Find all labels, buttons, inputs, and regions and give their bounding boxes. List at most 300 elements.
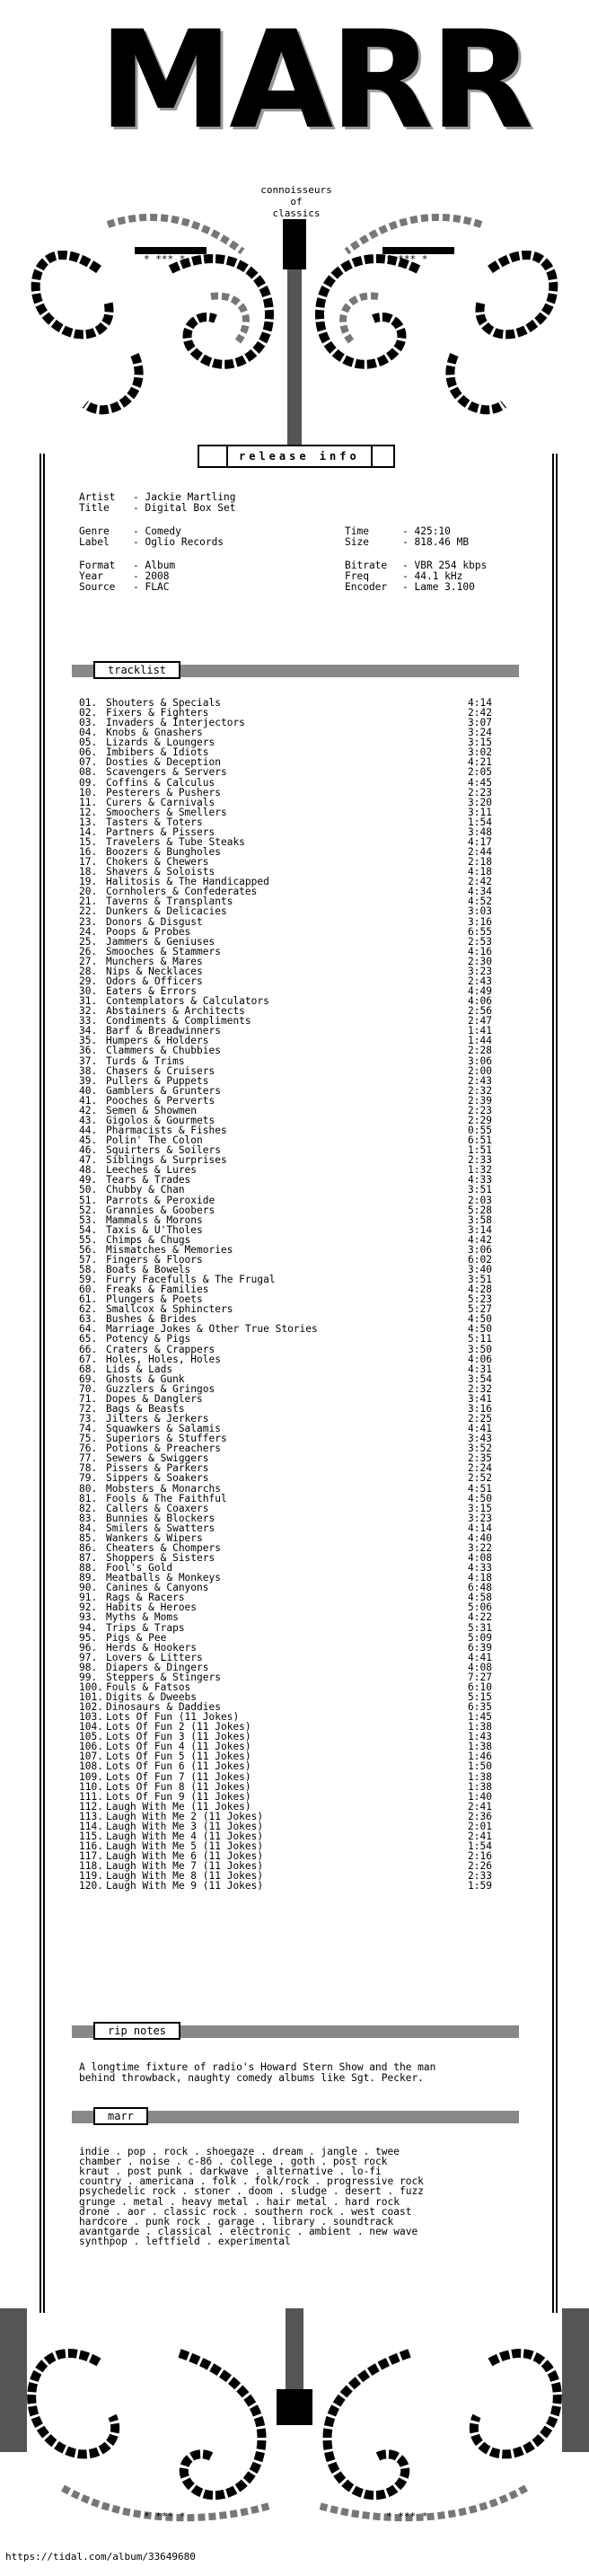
release-info-header (198, 445, 395, 468)
track-number: 75. (79, 1433, 98, 1445)
track-number: 53. (79, 1213, 98, 1226)
track-number: 112. (79, 1800, 103, 1813)
track-duration: 2:26 (468, 1860, 492, 1873)
track-duration: 4:51 (468, 1482, 492, 1495)
track-duration: 4:14 (468, 1522, 492, 1534)
track-duration: 1:59 (468, 1880, 492, 1892)
track-number: 44. (79, 1125, 98, 1136)
track-duration: 2:30 (468, 955, 492, 967)
source-url[interactable]: https://tidal.com/album/33649680 (5, 2551, 196, 2563)
track-title: Laugh With Me 6 (11 Jokes) (106, 1850, 264, 1863)
track-duration: 2:36 (468, 1810, 492, 1822)
rip-notes-line: A longtime fixture of radio's Howard Stern Show and the man (79, 2061, 436, 2073)
track-number: 84. (79, 1522, 98, 1534)
track-number: 32. (79, 1005, 98, 1018)
track-number: 07. (79, 756, 98, 769)
track-title: Boats & Bowels (106, 1263, 191, 1275)
track-number: 45. (79, 1134, 98, 1147)
track-title: Lids & Lads (106, 1363, 173, 1375)
track-duration: 2:52 (468, 1472, 492, 1485)
track-duration: 4:50 (468, 1492, 492, 1504)
track-title: Gamblers & Grunters (106, 1084, 221, 1097)
track-title: Squirters & Soilers (106, 1144, 221, 1157)
track-duration: 2:53 (468, 935, 492, 948)
track-title: Dunkers & Delicacies (106, 905, 227, 918)
track-number: 55. (79, 1233, 98, 1246)
track-title: Boozers & Bungholes (106, 846, 221, 859)
track-title: Semen & Showmen (106, 1104, 198, 1116)
track-duration: 1:38 (468, 1770, 492, 1783)
track-title: Meatballs & Monkeys (106, 1572, 221, 1584)
track-duration: 4:17 (468, 835, 492, 848)
track-number: 82. (79, 1502, 98, 1514)
freq-label: Freq (345, 570, 369, 582)
track-duration: 3:06 (468, 1243, 492, 1256)
track-number: 114. (79, 1820, 103, 1832)
track-duration: 4:33 (468, 1562, 492, 1575)
track-duration: 3:23 (468, 965, 492, 977)
track-title: Laugh With Me 8 (11 Jokes) (106, 1870, 264, 1883)
track-number: 103. (79, 1711, 103, 1724)
track-number: 39. (79, 1074, 98, 1087)
track-title: Lots Of Fun 6 (11 Jokes) (106, 1760, 251, 1773)
track-number: 93. (79, 1611, 98, 1624)
svg-text:* *** *: * *** * (144, 253, 186, 265)
track-number: 64. (79, 1323, 98, 1336)
track-duration: 6:35 (468, 1701, 492, 1714)
tagline-line: classics (272, 207, 321, 219)
track-duration: 5:28 (468, 1204, 492, 1216)
track-duration: 3:14 (468, 1223, 492, 1236)
track-title: Dopes & Danglers (106, 1392, 203, 1405)
track-title: Munchers & Mares (106, 955, 203, 967)
track-number: 49. (79, 1174, 98, 1187)
track-duration: 4:08 (468, 1661, 492, 1673)
track-duration: 2:43 (468, 1074, 492, 1087)
track-number: 60. (79, 1284, 98, 1296)
track-duration: 4:14 (468, 697, 492, 709)
track-number: 17. (79, 856, 98, 869)
track-title: Coffins & Calculus (106, 776, 215, 789)
track-title: Myths & Moms (106, 1611, 179, 1624)
track-title: Bunnies & Blockers (106, 1512, 215, 1524)
track-title: Pesterers & Pushers (106, 786, 221, 798)
track-number: 98. (79, 1661, 98, 1673)
track-title: Scavengers & Servers (106, 766, 227, 779)
track-duration: 1:46 (468, 1751, 492, 1763)
track-number: 77. (79, 1452, 98, 1465)
track-duration: 2:33 (468, 1870, 492, 1883)
track-number: 03. (79, 717, 98, 729)
track-title: Grannies & Goobers (106, 1204, 215, 1216)
track-number: 99. (79, 1671, 98, 1683)
track-duration: 5:15 (468, 1691, 492, 1703)
track-title: Laugh With Me 5 (11 Jokes) (106, 1840, 264, 1853)
track-number: 41. (79, 1094, 98, 1107)
track-number: 10. (79, 786, 98, 798)
label-value: Oglio Records (145, 536, 224, 548)
track-title: Cheaters & Chompers (106, 1541, 221, 1554)
track-number: 101. (79, 1691, 103, 1703)
track-number: 35. (79, 1035, 98, 1047)
track-duration: 4:06 (468, 995, 492, 1008)
track-number: 01. (79, 697, 98, 709)
track-number: 31. (79, 995, 98, 1008)
track-duration: 1:44 (468, 1035, 492, 1047)
format-value: Album (145, 560, 176, 571)
track-duration: 2:41 (468, 1830, 492, 1842)
track-number: 02. (79, 707, 98, 719)
track-title: Sippers & Soakers (106, 1472, 209, 1485)
track-number: 91. (79, 1592, 98, 1604)
track-duration: 1:50 (468, 1760, 492, 1773)
track-title: Smoochers & Smellers (106, 806, 227, 818)
genre-line: psychedelic rock . stoner . doom . sludge . desert . fuzz (79, 2185, 424, 2198)
track-title: Pharmacists & Fishes (106, 1125, 227, 1136)
track-duration: 4:18 (468, 1572, 492, 1584)
track-title: Condiments & Compliments (106, 1015, 251, 1028)
track-number: 65. (79, 1333, 98, 1345)
track-duration: 6:55 (468, 925, 492, 938)
track-number: 106. (79, 1741, 103, 1753)
track-title: Squawkers & Salamis (106, 1423, 221, 1435)
track-number: 20. (79, 886, 98, 898)
track-duration: 3:02 (468, 746, 492, 759)
tagline-line: of (290, 196, 303, 207)
track-duration: 4:41 (468, 1651, 492, 1663)
track-duration: 3:15 (468, 1502, 492, 1514)
track-title: Partners & Pissers (106, 825, 215, 838)
track-duration: 3:06 (468, 1054, 492, 1067)
track-number: 04. (79, 727, 98, 739)
track-title: Donors & Disgust (106, 915, 203, 928)
track-title: Chimps & Chugs (106, 1233, 191, 1246)
track-number: 38. (79, 1064, 98, 1077)
artist-value: Jackie Martling (145, 491, 236, 503)
track-title: Taxis & U'Tholes (106, 1223, 203, 1236)
track-duration: 5:09 (468, 1631, 492, 1644)
track-number: 11. (79, 796, 98, 808)
track-title: Furry Facefulls & The Frugal (106, 1274, 276, 1286)
size-value: 818.46 MB (414, 536, 470, 548)
track-title: Potency & Pigs (106, 1333, 191, 1345)
tagline-line: connoisseurs (260, 184, 332, 196)
track-number: 14. (79, 825, 98, 838)
track-duration: 1:54 (468, 816, 492, 828)
genre-line: grunge . metal . heavy metal . hair metal . hard rock (79, 2195, 400, 2208)
track-title: Lots Of Fun 4 (11 Jokes) (106, 1741, 251, 1753)
track-title: Sewers & Swiggers (106, 1452, 209, 1465)
track-duration: 2:42 (468, 707, 492, 719)
genre-value: Comedy (145, 525, 181, 537)
track-number: 113. (79, 1810, 103, 1822)
track-title: Guzzlers & Gringos (106, 1382, 215, 1395)
track-title: Laugh With Me 4 (11 Jokes) (106, 1830, 264, 1842)
track-number: 27. (79, 955, 98, 967)
track-number: 50. (79, 1184, 98, 1196)
track-duration: 4:34 (468, 886, 492, 898)
track-duration: 4:18 (468, 866, 492, 878)
track-duration: 1:32 (468, 1164, 492, 1177)
bitrate-value: VBR 254 kbps (414, 560, 488, 571)
freq-value: 44.1 kHz (414, 570, 463, 582)
track-number: 85. (79, 1531, 98, 1544)
track-duration: 3:43 (468, 1433, 492, 1445)
track-title: Laugh With Me (11 Jokes) (106, 1800, 251, 1813)
track-number: 25. (79, 935, 98, 948)
track-title: Odors & Officers (106, 975, 203, 987)
track-number: 97. (79, 1651, 98, 1663)
track-number: 28. (79, 965, 98, 977)
track-number: 80. (79, 1482, 98, 1495)
track-number: 12. (79, 806, 98, 818)
release-info-title: release info (226, 446, 373, 466)
genre-line: country . americana . folk . folk/rock . progressive rock (79, 2175, 424, 2188)
track-title: Lots Of Fun 7 (11 Jokes) (106, 1770, 251, 1783)
track-title: Laugh With Me 9 (11 Jokes) (106, 1880, 264, 1892)
track-duration: 3:58 (468, 1213, 492, 1226)
track-number: 89. (79, 1572, 98, 1584)
track-number: 118. (79, 1860, 103, 1873)
track-number: 05. (79, 737, 98, 749)
track-number: 102. (79, 1701, 103, 1714)
track-title: Poops & Probes (106, 925, 191, 938)
track-number: 120. (79, 1880, 103, 1892)
track-title: Callers & Coaxers (106, 1502, 209, 1514)
track-duration: 4:28 (468, 1284, 492, 1296)
label-label: Label (79, 536, 110, 548)
track-duration: 3:03 (468, 905, 492, 918)
track-number: 43. (79, 1114, 98, 1126)
track-duration: 4:50 (468, 1323, 492, 1336)
track-duration: 1:38 (468, 1721, 492, 1734)
track-title: Lizards & Loungers (106, 737, 215, 749)
track-duration: 3:41 (468, 1392, 492, 1405)
track-title: Ghosts & Gunk (106, 1372, 185, 1385)
track-duration: 4:58 (468, 1592, 492, 1604)
marr-header: marr (93, 2107, 148, 2125)
track-duration: 3:50 (468, 1343, 492, 1355)
track-number: 71. (79, 1392, 98, 1405)
track-title: Shouters & Specials (106, 697, 221, 709)
track-duration: 4:16 (468, 945, 492, 957)
genre-line: synthpop . leftfield . experimental (79, 2235, 291, 2247)
genre-line: avantgarde . classical . electronic . ambient . new wave (79, 2225, 418, 2237)
track-duration: 3:16 (468, 915, 492, 928)
track-duration: 2:23 (468, 786, 492, 798)
track-number: 18. (79, 866, 98, 878)
track-title: Clammers & Chubbies (106, 1045, 221, 1057)
track-title: Freaks & Families (106, 1284, 209, 1296)
track-title: Steppers & Stingers (106, 1671, 221, 1683)
track-duration: 2:43 (468, 975, 492, 987)
track-title: Nips & Necklaces (106, 965, 203, 977)
genre-line: hardcore . punk rock . garage . library . soundtrack (79, 2215, 394, 2228)
track-duration: 5:31 (468, 1621, 492, 1634)
track-number: 57. (79, 1253, 98, 1266)
track-number: 15. (79, 835, 98, 848)
track-duration: 1:45 (468, 1711, 492, 1724)
track-duration: 4:42 (468, 1233, 492, 1246)
track-title: Turds & Trims (106, 1054, 185, 1067)
rip-notes-line: behind throwback, naughty comedy albums like Sgt. Pecker. (79, 2072, 424, 2084)
track-title: Curers & Carnivals (106, 796, 215, 808)
track-duration: 6:02 (468, 1253, 492, 1266)
track-title: Fingers & Floors (106, 1253, 203, 1266)
track-duration: 2:39 (468, 1094, 492, 1107)
track-duration: 2:00 (468, 1064, 492, 1077)
track-duration: 0:55 (468, 1125, 492, 1136)
track-title: Holes, Holes, Holes (106, 1353, 221, 1365)
track-number: 95. (79, 1631, 98, 1644)
track-duration: 5:27 (468, 1303, 492, 1316)
track-number: 46. (79, 1144, 98, 1157)
track-number: 40. (79, 1084, 98, 1097)
track-title: Barf & Breadwinners (106, 1025, 221, 1037)
track-number: 92. (79, 1601, 98, 1614)
track-duration: 4:50 (468, 1313, 492, 1326)
size-label: Size (345, 536, 369, 548)
track-number: 36. (79, 1045, 98, 1057)
track-duration: 3:51 (468, 1274, 492, 1286)
genre-line: drone . aor . classic rock . southern rock . west coast (79, 2205, 412, 2218)
track-duration: 1:54 (468, 1840, 492, 1853)
track-title: Eaters & Errors (106, 985, 198, 998)
track-number: 90. (79, 1582, 98, 1594)
track-duration: 3:11 (468, 806, 492, 818)
track-title: Pigs & Pee (106, 1631, 167, 1644)
track-title: Lots Of Fun 5 (11 Jokes) (106, 1751, 251, 1763)
track-number: 86. (79, 1541, 98, 1554)
svg-text:* *** *: * *** * (144, 2510, 186, 2522)
track-number: 63. (79, 1313, 98, 1326)
track-number: 109. (79, 1770, 103, 1783)
track-title: Trips & Traps (106, 1621, 185, 1634)
track-duration: 7:27 (468, 1671, 492, 1683)
track-number: 88. (79, 1562, 98, 1575)
track-title: Superiors & Stuffers (106, 1433, 227, 1445)
track-duration: 4:08 (468, 1552, 492, 1565)
track-title: Shavers & Soloists (106, 866, 215, 878)
track-title: Lots Of Fun 2 (11 Jokes) (106, 1721, 251, 1734)
track-title: Craters & Crappers (106, 1343, 215, 1355)
track-duration: 4:22 (468, 1611, 492, 1624)
track-number: 66. (79, 1343, 98, 1355)
track-number: 19. (79, 876, 98, 888)
track-duration: 4:21 (468, 756, 492, 769)
track-number: 34. (79, 1025, 98, 1037)
track-number: 52. (79, 1204, 98, 1216)
track-title: Knobs & Gnashers (106, 727, 203, 739)
track-duration: 2:33 (468, 1154, 492, 1167)
track-title: Mismatches & Memories (106, 1243, 233, 1256)
track-number: 30. (79, 985, 98, 998)
track-title: Humpers & Holders (106, 1035, 209, 1047)
track-duration: 5:06 (468, 1601, 492, 1614)
track-number: 68. (79, 1363, 98, 1375)
footer-ornament-art (0, 2308, 589, 2542)
tracklist-header: tracklist (93, 661, 180, 679)
track-duration: 3:07 (468, 717, 492, 729)
svg-text:* *** *: * *** * (386, 253, 428, 265)
track-duration: 2:32 (468, 1084, 492, 1097)
encoder-value: Lame 3.100 (414, 581, 475, 593)
track-duration: 6:51 (468, 1134, 492, 1147)
track-title: Bags & Beasts (106, 1402, 185, 1415)
track-duration: 6:10 (468, 1681, 492, 1693)
track-duration: 3:52 (468, 1442, 492, 1455)
track-duration: 5:23 (468, 1293, 492, 1306)
track-duration: 2:25 (468, 1413, 492, 1425)
track-title: Fixers & Fighters (106, 707, 209, 719)
track-duration: 3:15 (468, 737, 492, 749)
track-title: Lots Of Fun 3 (11 Jokes) (106, 1731, 251, 1743)
track-number: 13. (79, 816, 98, 828)
year-label: Year (79, 570, 103, 582)
track-duration: 3:23 (468, 1512, 492, 1524)
track-title: Jammers & Geniuses (106, 935, 215, 948)
track-duration: 3:24 (468, 727, 492, 739)
rip-notes-header: rip notes (93, 2022, 180, 2040)
track-title: Lots Of Fun (11 Jokes) (106, 1711, 240, 1724)
track-number: 22. (79, 905, 98, 918)
track-title: Smooches & Stammers (106, 945, 221, 957)
track-number: 73. (79, 1413, 98, 1425)
track-title: Leeches & Lures (106, 1164, 198, 1177)
track-duration: 2:29 (468, 1114, 492, 1126)
track-title: Chubby & Chan (106, 1184, 185, 1196)
track-title: Herds & Hookers (106, 1641, 198, 1654)
track-number: 24. (79, 925, 98, 938)
track-title: Laugh With Me 7 (11 Jokes) (106, 1860, 264, 1873)
track-duration: 2:16 (468, 1850, 492, 1863)
track-title: Fouls & Fatsos (106, 1681, 191, 1693)
track-title: Imbibers & Idiots (106, 746, 209, 759)
track-title: Tasters & Toters (106, 816, 203, 828)
track-title: Bushes & Brides (106, 1313, 198, 1326)
track-number: 110. (79, 1780, 103, 1793)
track-duration: 3:20 (468, 796, 492, 808)
track-duration: 3:40 (468, 1263, 492, 1275)
svg-text:* *** *: * *** * (386, 2510, 428, 2522)
source-value: FLAC (145, 581, 170, 593)
track-duration: 3:22 (468, 1541, 492, 1554)
track-duration: 4:52 (468, 895, 492, 908)
track-title: Pooches & Perverts (106, 1094, 215, 1107)
track-number: 108. (79, 1760, 103, 1773)
track-title: Fool's Gold (106, 1562, 173, 1575)
track-title: Abstainers & Architects (106, 1005, 245, 1018)
track-number: 104. (79, 1721, 103, 1734)
track-duration: 2:42 (468, 876, 492, 888)
track-title: Rags & Racers (106, 1592, 185, 1604)
track-number: 116. (79, 1840, 103, 1853)
track-number: 79. (79, 1472, 98, 1485)
track-number: 94. (79, 1621, 98, 1634)
genre-line: kraut . post punk . darkwave . alternative . lo-fi (79, 2166, 382, 2178)
genre-label: Genre (79, 525, 110, 537)
track-title: Smallcox & Sphincters (106, 1303, 233, 1316)
track-number: 59. (79, 1274, 98, 1286)
track-duration: 2:18 (468, 856, 492, 869)
track-duration: 5:11 (468, 1333, 492, 1345)
time-value: 425:10 (414, 525, 451, 537)
track-duration: 1:43 (468, 1731, 492, 1743)
track-title: Gigolos & Gourmets (106, 1114, 215, 1126)
track-number: 100. (79, 1681, 103, 1693)
track-title: Lovers & Litters (106, 1651, 203, 1663)
track-title: Digits & Dweebs (106, 1691, 198, 1703)
